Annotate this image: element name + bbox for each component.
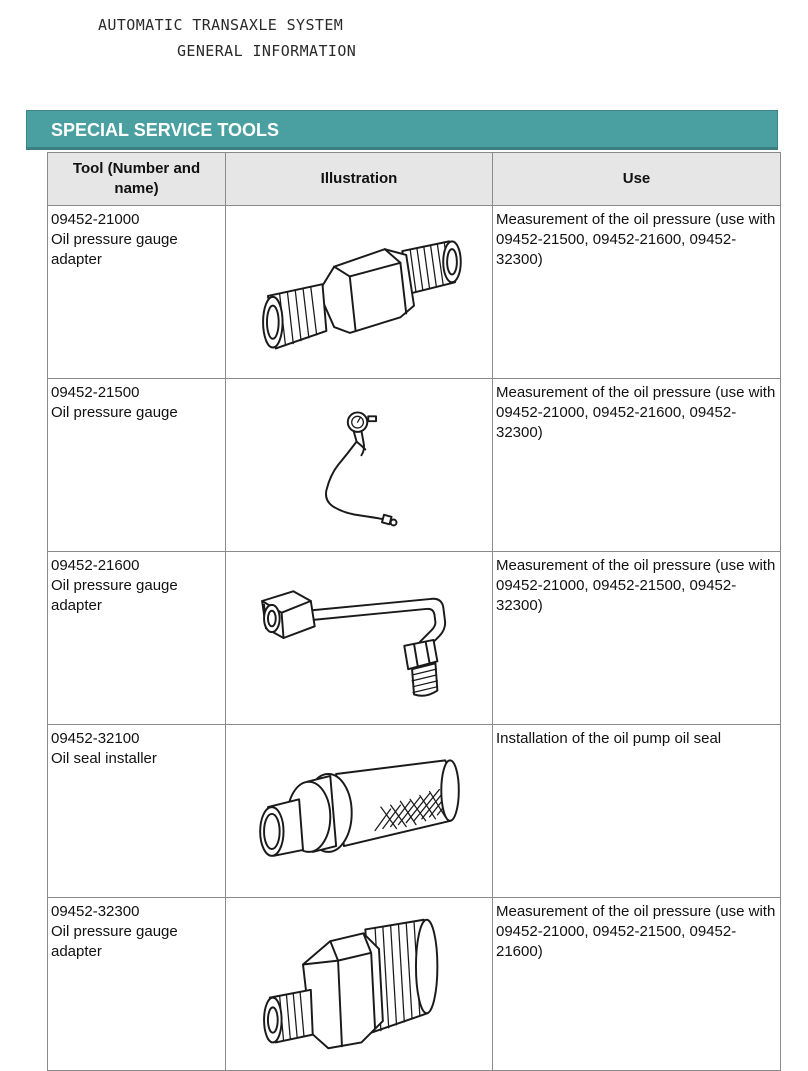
oil-seal-installer-icon (229, 729, 489, 893)
tool-number: 09452-32100 (51, 730, 140, 747)
table-row (48, 379, 781, 552)
tool-name: Oil pressure gauge adapter (51, 923, 178, 960)
header-title-line2: GENERAL INFORMATION (177, 42, 357, 60)
hex-nipple-adapter-icon (229, 902, 489, 1066)
column-header-illustration: Illustration (226, 153, 493, 206)
column-header-use: Use (493, 153, 781, 206)
tool-cell (48, 725, 226, 898)
table-header-row (48, 153, 781, 206)
bent-pipe-adapter-icon (229, 556, 489, 720)
use-cell (493, 206, 781, 379)
section-banner (26, 110, 778, 150)
use-cell (493, 898, 781, 1071)
use-cell (493, 379, 781, 552)
tool-name: Oil pressure gauge adapter (51, 231, 178, 268)
special-service-tools-table (47, 152, 781, 1071)
tool-cell (48, 206, 226, 379)
tool-name: Oil pressure gauge adapter (51, 577, 178, 614)
header-title-line1: AUTOMATIC TRANSAXLE SYSTEM (98, 16, 344, 34)
tool-number: 09452-21500 (51, 384, 140, 401)
tool-number: 09452-32300 (51, 903, 140, 920)
tool-name: Oil seal installer (51, 750, 157, 767)
tool-cell (48, 379, 226, 552)
tool-cell (48, 552, 226, 725)
tool-use: Installation of the oil pump oil seal (496, 730, 722, 747)
table-row (48, 725, 781, 898)
tool-use: Measurement of the oil pressure (use with 09452-21500, 09452-21600, 09452-32300) (496, 211, 776, 268)
tool-number: 09452-21000 (51, 211, 140, 228)
illustration-cell (226, 552, 493, 725)
oil-pressure-gauge-icon (229, 383, 489, 547)
illustration-cell (226, 898, 493, 1071)
tool-use: Measurement of the oil pressure (use with 09452-21000, 09452-21600, 09452-32300) (496, 384, 776, 441)
illustration-cell (226, 206, 493, 379)
section-title: SPECIAL SERVICE TOOLS (51, 120, 280, 140)
use-cell (493, 552, 781, 725)
column-header-tool: Tool (Number and name) (48, 153, 226, 206)
tool-use: Measurement of the oil pressure (use with 09452-21000, 09452-21500, 09452-21600) (496, 903, 776, 960)
tool-use: Measurement of the oil pressure (use with 09452-21000, 09452-21500, 09452-32300) (496, 557, 776, 614)
tool-number: 09452-21600 (51, 557, 140, 574)
tool-name: Oil pressure gauge (51, 404, 178, 421)
table-row (48, 206, 781, 379)
illustration-cell (226, 379, 493, 552)
tool-cell (48, 898, 226, 1071)
illustration-cell (226, 725, 493, 898)
use-cell (493, 725, 781, 898)
table-row (48, 898, 781, 1071)
table-row (48, 552, 781, 725)
oil-pressure-gauge-adapter-icon (229, 210, 489, 374)
